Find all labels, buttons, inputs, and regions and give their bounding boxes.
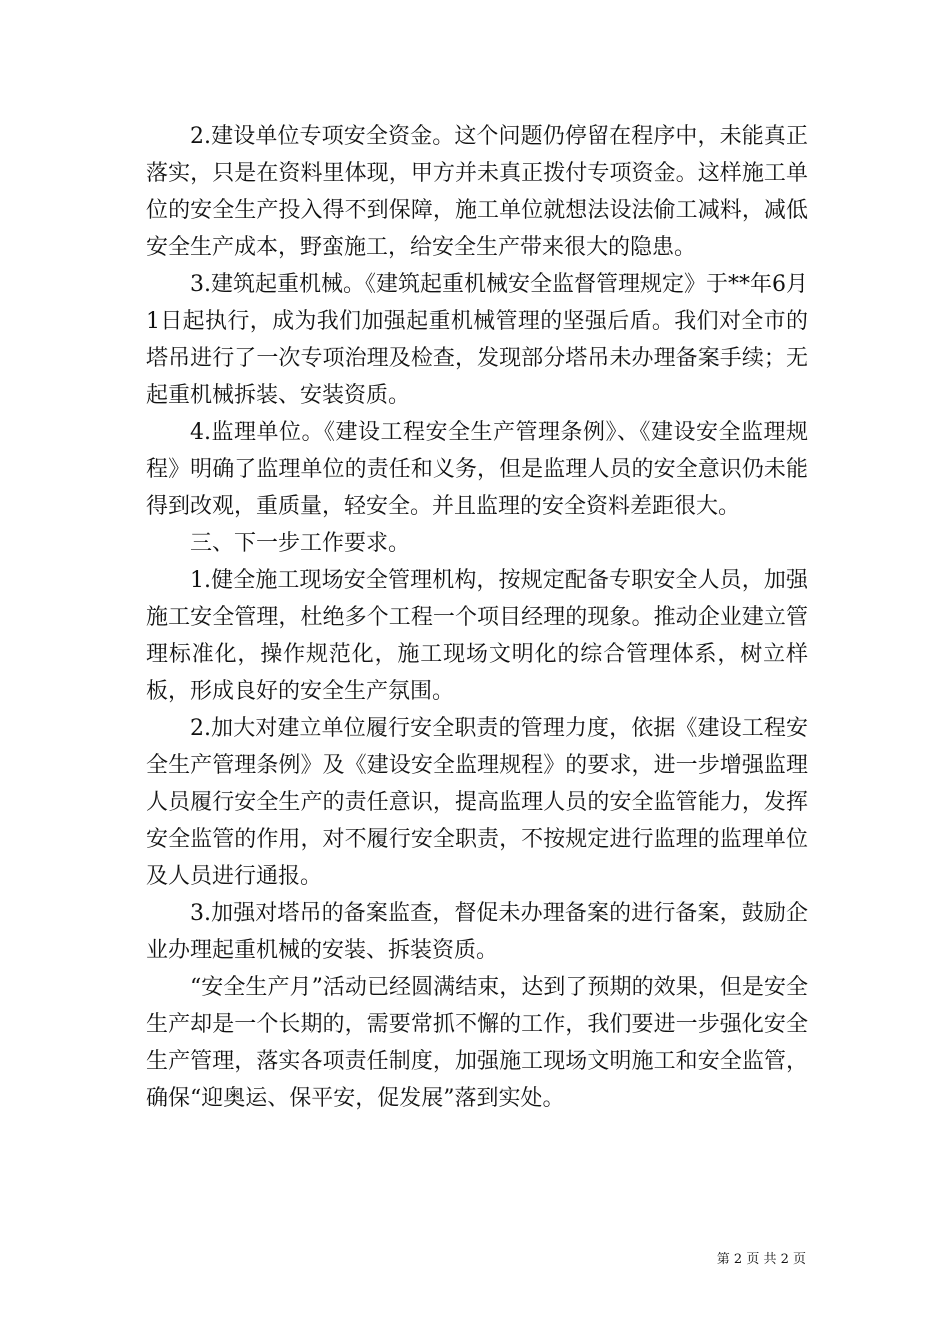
paragraph-requirement-3: 3.加强对塔吊的备案监查，督促未办理备案的进行备案，鼓励企业办理起重机械的安装、拆装资质。 bbox=[146, 901, 808, 963]
paragraph-requirement-2: 2.加大对建立单位履行安全职责的管理力度，依据《建设工程安全生产管理条例》及《建设安全监理规程》的要求，进一步增强监理人员履行安全生产的责任意识，提高监理人员的安全监管能力，发挥安全监管的作用，对不履行安全职责，不按规定进行监理的监理单位及人员进行通报。 bbox=[146, 716, 808, 889]
document-body bbox=[146, 118, 808, 1117]
paragraph-lifting-machinery: 3.建筑起重机械。《建筑起重机械安全监督管理规定》于**年6月1日起执行，成为我们加强起重机械管理的坚强后盾。我们对全市的塔吊进行了一次专项治理及检查，发现部分塔吊未办理备案手续；无起重机械拆装、安装资质。 bbox=[146, 272, 808, 408]
paragraph-construction-unit-funds: 2.建设单位专项安全资金。这个问题仍停留在程序中，未能真正落实，只是在资料里体现，甲方并未真正拨付专项资金。这样施工单位的安全生产投入得不到保障，施工单位就想法设法偷工减料，减低安全生产成本，野蛮施工，给安全生产带来很大的隐患。 bbox=[146, 124, 808, 260]
paragraph-requirement-1: 1.健全施工现场安全管理机构，按规定配备专职安全人员，加强施工安全管理，杜绝多个工程一个项目经理的现象。推动企业建立管理标准化，操作规范化，施工现场文明化的综合管理体系，树立样板，形成良好的安全生产氛围。 bbox=[146, 568, 808, 704]
section-heading-next-steps: 三、下一步工作要求。 bbox=[190, 531, 411, 556]
paragraph-supervision-unit: 4.监理单位。《建设工程安全生产管理条例》、《建设安全监理规程》明确了监理单位的责任和义务，但是监理人员的安全意识仍未能得到改观，重质量，轻安全。并且监理的安全资料差距很大。 bbox=[146, 420, 808, 519]
page-number-footer: 第 2 页 共 2 页 bbox=[716, 1252, 806, 1267]
paragraph-conclusion: “安全生产月”活动已经圆满结束，达到了预期的效果，但是安全生产却是一个长期的，需要常抓不懈的工作，我们要进一步强化安全生产管理，落实各项责任制度，加强施工现场文明施工和安全监管，确保“迎奥运、保平安，促发展”落到实处。 bbox=[146, 975, 808, 1111]
